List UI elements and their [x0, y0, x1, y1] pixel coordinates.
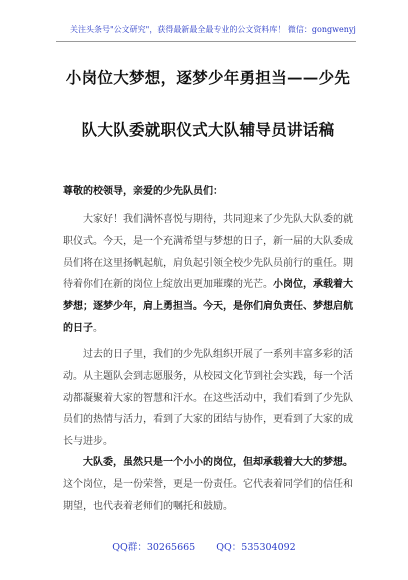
paragraph-3 [63, 452, 353, 517]
salutation: 尊敬的校领导，亲爱的少先队员们： [63, 186, 223, 197]
footer-qq: QQ：535304092 [216, 542, 296, 553]
footer-qq-group: QQ群：30265665 [112, 542, 196, 553]
paragraph-1 [63, 209, 353, 340]
text-run-2-1: 过去的日子里，我们的少先队组织开展了一系列丰富多彩的活动。从主题队会到志愿服务，从校园文化节到社会实践，每一个活动都凝聚着大家的智慧和汗水。在这些活动中，我们看到了少先队员们的热情与活力，看到了大家的团结与协作，更看到了大家的成长与进步。 [63, 349, 353, 448]
document-title-line-2: 队大队委就职仪式大队辅导员讲话稿 [81, 120, 335, 139]
header-banner: 关注头条号"公文研究"，获得最新最全最专业的公文资料库！ 微信：gongwenyj [70, 25, 356, 34]
document-title-line-1: 小岗位大梦想，逐梦少年勇担当——少先 [65, 68, 351, 87]
footer-contact [0, 539, 408, 553]
emphasis-run-1-2: 小岗位，承载着大梦想；逐梦少年，肩上勇担当。今天，是你们肩负责任、梦想启航的日子 [63, 279, 353, 334]
paragraph-2 [63, 344, 353, 453]
text-run-1-3: 。 [93, 322, 103, 334]
text-run-1-1: 大家好！我们满怀喜悦与期待，共同迎来了少先队大队委的就职仪式。今天，是一个充满希望与梦想的日子，新一届的大队委成员们将在这里扬帆起航，肩负起引领全校少先队员前行的重任。期待着你们在新的岗位上绽放出更加璀璨的光芒。 [63, 214, 353, 291]
emphasis-run-3-1: 大队委，虽然只是一个小小的岗位，但却承载着大大的梦想。 [83, 457, 353, 468]
header-divider [56, 41, 356, 42]
text-run-3-2: 这个岗位，是一份荣誉，更是一份责任。它代表着同学们的信任和期望，也代表着老师们的嘱托和鼓励。 [63, 478, 353, 512]
